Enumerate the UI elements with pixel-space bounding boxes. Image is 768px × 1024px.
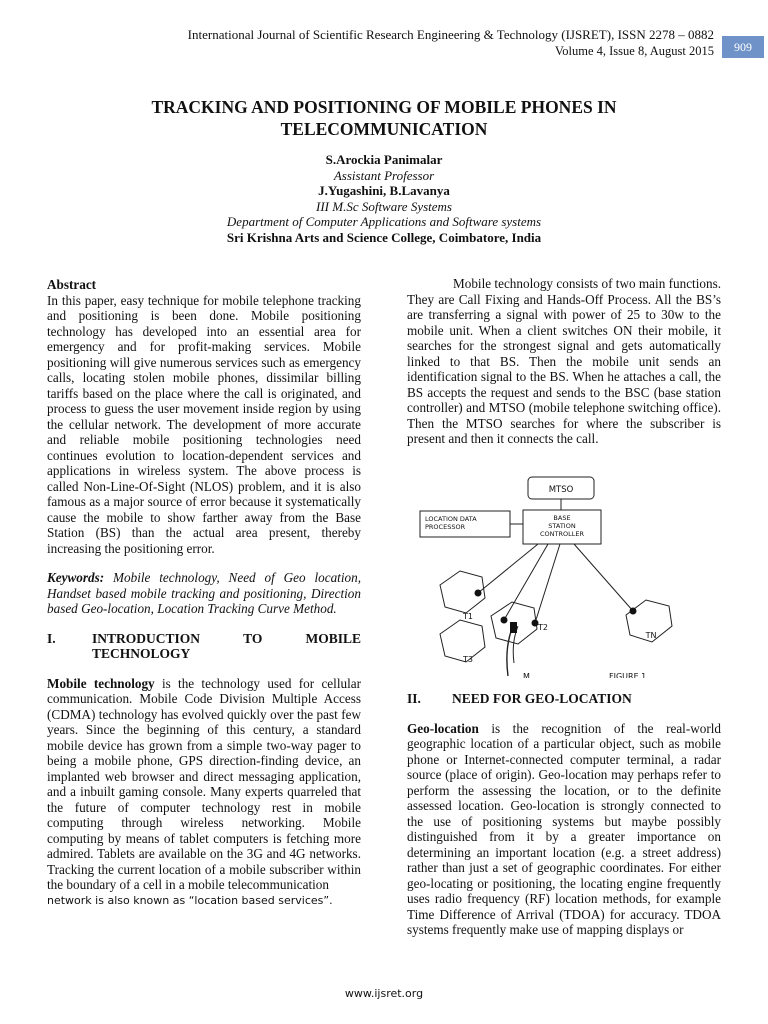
section-2-number: II. [407,691,421,706]
section-1-body: is the technology used for cellular communication. Mobile Code Division Multiple Access (CDMA) technology has evolved quickly over the past few years. Since the beginning of this century, a standard mobile device has grown from a simple two-way pager to being a mobile phone, GPS direction-finding device, an implanted web browser and direct messaging application, and a inbuilt gaming console. Many experts quarreled that the future of computer technology rest in mobile computing through wireless networking. Mobile computing by means of tablet computers is fetching more admired. Tablets are available on the 3G and 4G networks. Tracking the current location of a mobile subscriber within the boundary of a cell in a mobile telecommunication [47,675,361,892]
journal-header: International Journal of Scientific Research Engineering & Technology (IJSRET), ISSN 2278 – 0882 [187,27,714,42]
right-intro [407,276,721,447]
section-2-body: is the recognition of the real-world geographic location of a particular object, such as mobile phone or Internet-connected computer terminal, a radar source (place of origin). Geo-location may perhaps refer to perform the assessing the location, or to the definite assessed location. Geo-location is strongly connected to the use of positioning systems but maybe possibly distinguished from it by a greater importance on determining an important location (e.g. a street address) rather than just a set of geographic coordinates. For either geo-locating or positioning, the locating engine frequently uses radio frequency (RF) location methods, for example Time Difference of Arrival (TDOA) for accuracy. TDOA systems frequently make use of mapping displays or [407,720,721,937]
author-1: S.Arockia Panimalar [325,152,443,167]
node-t3 [501,617,508,624]
label-bsc-1: BASE [553,514,571,522]
label-mtso: MTSO [548,485,574,495]
label-t2: T2 [538,623,548,632]
page-number-badge: 909 [722,36,764,58]
section-1-text [47,676,361,893]
section-2-title: NEED FOR GEO-LOCATION [452,691,632,706]
department: Department of Computer Applications and Software systems [226,214,542,229]
section-1-heading [47,631,361,662]
node-t1 [475,590,482,597]
title-line-2: TELECOMMUNICATION [280,119,488,139]
abstract-heading: Abstract [47,277,97,292]
keywords-label: Keywords: [47,570,105,585]
college: Sri Krishna Arts and Science College, Coimbatore, India [226,230,542,245]
node-tn [630,608,637,615]
label-bsc-3: CONTROLLER [540,530,584,538]
keywords-text: Mobile technology, Need of Geo location, Handset based mobile tracking and positioning, Direction based Geo-location, Location Tracking Curve Method. [47,570,361,616]
author-1-role: Assistant Professor [333,168,435,183]
label-tn: TN [645,631,657,640]
section-1-title-a: INTRODUCTION [92,630,201,646]
label-ldp-2: PROCESSOR [425,523,466,531]
volume-issue: Volume 4, Issue 8, August 2015 [554,44,714,58]
label-t1: T1 [463,612,473,621]
label-cut: M [523,672,530,678]
section-2-lead: Geo-location [407,720,479,736]
section-1-lead: Mobile technology [47,675,155,691]
section-1-number: I. [47,630,56,646]
title-line-1: TRACKING AND POSITIONING OF MOBILE PHONES IN [151,97,617,117]
section-2-heading [407,691,721,707]
footer-url[interactable]: www.ijsret.org [344,987,424,1000]
label-bsc-2: STATION [548,522,576,530]
paper-title [60,96,708,140]
label-t3: T3 [463,655,473,664]
section-2 [407,691,721,938]
section-1-title-b: TO [243,630,263,646]
abstract-text: In this paper, easy technique for mobile telephone tracking and positioning is been done. Mobile positioning technology has developed into an essential area for emergency and for profit-making services. Mobile positioning will give numerous services such as emergency calls, locating stolen mobile phones, dissimilar billing tariffs based on the place where the call is originated, and process to guess the user movement inside region by using the cellular network. The development of more accurate and reliable mobile positioning technologies need continues evolution to location-dependent services and applications in wireless system. The above process is called Non-Line-Of-Sight (NLOS) problem, and it is also famous as a major source of error because it systematically cause the mobile to show farther away from the Base Station (BS) than the actual area present, thereby increasing the positioning error. [47,292,361,556]
section-2-text [407,721,721,938]
section-1-title-d: TECHNOLOGY [92,646,191,661]
section-1-title-c: MOBILE [305,630,361,646]
section-1-last-line: network is also known as “location based services”. [47,893,333,907]
right-intro-text: Mobile technology consists of two main functions. They are Call Fixing and Hands-Off Process. All the BS’s are transferring a signal with power of 25 to 30w to the mobile unit. When a client switches ON their mobile, it searches for the strongest signal and gets automatically linked to that BS. Then the mobile unit sends an identification signal to the BS. When he attaches a call, the BS accepts the request and sends to the BSC (base station controller) and MTSO (mobile telephone switching office). Then the MTSO searches for where the subscriber is present and then it connects the call. [407,276,721,446]
author-2-3: J.Yugashini, B.Lavanya [318,183,450,198]
left-column [47,277,361,908]
figure-caption: FIGURE 1 [609,672,647,678]
label-ldp-1: LOCATION DATA [425,515,477,523]
mobile-handset [510,622,517,633]
author-2-3-role: III M.Sc Software Systems [316,199,452,214]
keywords [47,570,361,617]
figure-1-diagram [410,468,720,678]
